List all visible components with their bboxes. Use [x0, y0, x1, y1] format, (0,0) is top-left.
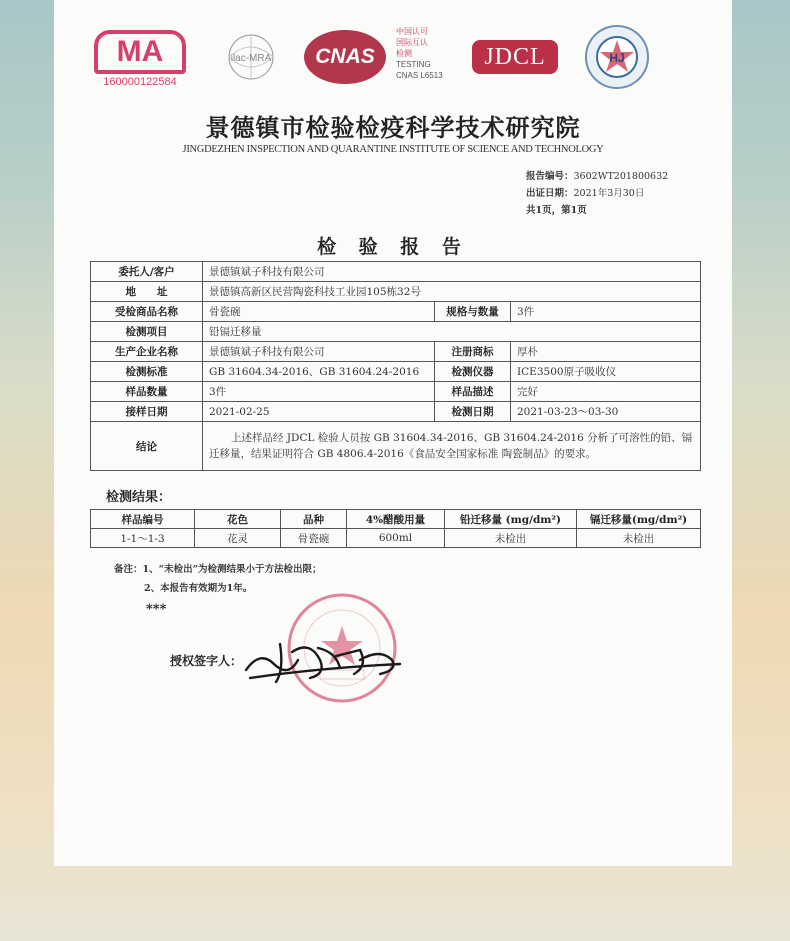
institute-name: 景德镇市检验检疫科学技术研究院: [205, 113, 581, 142]
signer-label: 授权签字人：: [170, 654, 243, 668]
trademark-value: 厚朴: [511, 342, 701, 362]
instrument-value: ICE3500原子吸收仪: [511, 362, 701, 382]
table-row: [91, 402, 701, 422]
table-row: [91, 382, 701, 402]
standard-value: GB 31604.34-2016、GB 31604.24-2016: [203, 362, 435, 382]
qty-value: 3件: [203, 382, 435, 402]
cma-logo: [94, 30, 186, 88]
table-row: [91, 529, 701, 548]
spec-value: 3件: [511, 302, 701, 322]
results-cell: 花灵: [195, 529, 281, 548]
instrument-label: 检测仪器: [435, 362, 511, 382]
table-row: [91, 282, 701, 302]
cnas-logo: CNAS: [304, 30, 386, 84]
report-sheet: [54, 0, 732, 866]
results-header-row: [91, 510, 701, 529]
page-count: 共1页，第1页: [526, 205, 587, 216]
spec-label: 规格与数量: [435, 302, 511, 322]
report-title: 检 验 报 告: [317, 236, 469, 258]
results-header: 样品编号: [91, 510, 195, 529]
results-header: 花色: [195, 510, 281, 529]
stars: ***: [146, 602, 167, 617]
jdcl-logo: JDCL: [472, 40, 558, 74]
report-meta: [526, 168, 668, 219]
testing-line: 检测: [396, 49, 412, 58]
table-row: [91, 302, 701, 322]
cma-mark: MA: [94, 30, 186, 74]
results-cell: 骨瓷碗: [281, 529, 347, 548]
info-table: [90, 261, 701, 471]
qty-label: 样品数量: [91, 382, 203, 402]
table-row: [91, 322, 701, 342]
maker-label: 生产企业名称: [91, 342, 203, 362]
hj-logo: [584, 24, 650, 90]
conclusion-label: 结论: [91, 422, 203, 471]
item-label: 检测项目: [91, 322, 203, 342]
cma-number: 160000122584: [103, 76, 177, 88]
results-cell: 未检出: [577, 529, 701, 548]
ilac-mra-logo: [216, 32, 286, 82]
testing-line: 中国认可: [396, 27, 428, 36]
test-date-label: 检测日期: [435, 402, 511, 422]
desc-value: 完好: [511, 382, 701, 402]
results-cell: 未检出: [445, 529, 577, 548]
results-header: 品种: [281, 510, 347, 529]
table-row: [91, 362, 701, 382]
certification-logos: [94, 22, 694, 94]
results-header: 4%醋酸用量: [347, 510, 445, 529]
item-value: 铅镉迁移量: [203, 322, 701, 342]
results-cell: 600ml: [347, 529, 445, 548]
results-label: 检测结果：: [106, 490, 172, 505]
results-cell: 1-1～1-3: [91, 529, 195, 548]
conclusion-value: 上述样品经 JDCL 检验人员按 GB 31604.34-2016、GB 31604.24-2016 分析了可溶性的铅、镉迁移量，结果证明符合 GB 4806.4-2016《食品安全国家标准 陶瓷制品》的要求。: [203, 422, 701, 471]
signature-icon: [240, 630, 410, 690]
maker-value: 景德镇斌子科技有限公司: [203, 342, 435, 362]
product-label: 受检商品名称: [91, 302, 203, 322]
product-value: 骨瓷碗: [203, 302, 435, 322]
note-line: 备注：1、“未检出”为检测结果小于方法检出限；: [114, 564, 322, 575]
table-row: [91, 342, 701, 362]
testing-line: CNAS L6513: [396, 71, 443, 80]
table-row: [91, 422, 701, 471]
trademark-label: 注册商标: [435, 342, 511, 362]
testing-mark: [396, 26, 466, 81]
client-label: 委托人/客户: [91, 262, 203, 282]
test-date-value: 2021-03-23～03-30: [511, 402, 701, 422]
hj-text: HJ: [609, 51, 625, 65]
testing-line: TESTING: [396, 60, 431, 69]
institute-name-en: JINGDEZHEN INSPECTION AND QUARANTINE INSTITUTE OF SCIENCE AND TECHNOLOGY: [182, 144, 604, 155]
report-number: 报告编号：3602WT201800632: [526, 171, 669, 182]
desc-label: 样品描述: [435, 382, 511, 402]
ilac-text: ilac-MRA: [230, 53, 272, 64]
results-header: 镉迁移量(mg/dm²): [577, 510, 701, 529]
address-value: 景德镇高新区民营陶瓷科技工业园105栋32号: [203, 282, 701, 302]
client-value: 景德镇斌子科技有限公司: [203, 262, 701, 282]
testing-line: 国际互认: [396, 38, 428, 47]
standard-label: 检测标准: [91, 362, 203, 382]
table-row: [91, 262, 701, 282]
issue-date: 出证日期：2021年3月30日: [526, 188, 645, 199]
results-header: 铅迁移量 (mg/dm²): [445, 510, 577, 529]
results-table: [90, 509, 701, 548]
recv-value: 2021-02-25: [203, 402, 435, 422]
note-line: 2、本报告有效期为1年。: [144, 583, 253, 594]
address-label: 地 址: [91, 282, 203, 302]
recv-label: 接样日期: [91, 402, 203, 422]
